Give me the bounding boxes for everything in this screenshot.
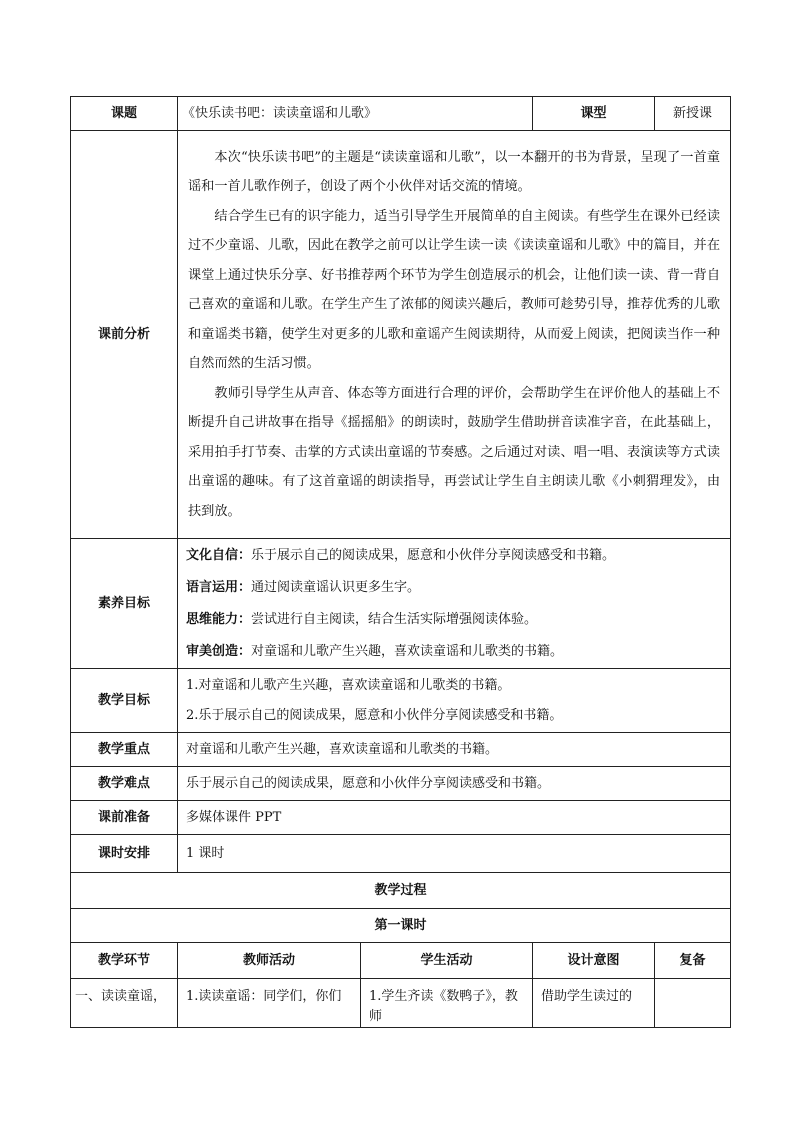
literacy-row — [71, 539, 731, 669]
literacy-item — [186, 572, 722, 604]
column-header: 设计意图 — [533, 943, 655, 979]
process-title-row — [71, 873, 731, 909]
lesson-plan-table — [70, 96, 731, 1028]
analysis-label: 课前分析 — [71, 131, 178, 539]
teaching-goals-label: 教学目标 — [71, 669, 178, 733]
topic-value-text: 《快乐读书吧：读读童谣和儿歌》 — [182, 105, 378, 121]
process-cell-step: 一、读读童谣， — [71, 979, 178, 1028]
key-point-label: 教学重点 — [71, 733, 178, 767]
type-value: 新授课 — [655, 97, 731, 131]
teaching-goals-content — [178, 669, 731, 733]
process-header-row — [71, 943, 731, 979]
literacy-item — [186, 604, 722, 636]
analysis-paragraph-2: 结合学生已有的识字能力，适当引导学生开展简单的自主阅读。有些学生在课外已经读过不少童谣、儿歌，因此在教学之前可以让学生读一读《读读童谣和儿歌》中的篇目，并在课堂上通过快乐分享、好书推荐两个环节为学生创造展示的机会，让他们读一读、背一背自己喜欢的童谣和儿歌。在学生产生了浓郁的阅读兴趣后，教师可趁势引导，推荐优秀的儿歌和童谣类书籍，使学生对更多的儿歌和童谣产生阅读期待，从而爱上阅读，把阅读当作一种自然而然的生活习惯。 — [188, 208, 721, 372]
literacy-key: 文化自信： — [186, 547, 252, 563]
schedule-label: 课时安排 — [71, 835, 178, 873]
difficulty-row — [71, 767, 731, 801]
process-row — [71, 979, 731, 1028]
literacy-text: 乐于展示自己的阅读成果，愿意和小伙伴分享阅读感受和书籍。 — [251, 547, 616, 563]
column-header: 教学环节 — [71, 943, 178, 979]
analysis-paragraph-1: 本次“快乐读书吧”的主题是“读读童谣和儿歌”，以一本翻开的书为背景，呈现了一首童谣和一首儿歌作例子，创设了两个小伙伴对话交流的情境。 — [188, 149, 721, 195]
literacy-text: 尝试进行自主阅读，结合生活实际增强阅读体验。 — [251, 611, 538, 627]
key-point-text: 对童谣和儿歌产生兴趣，喜欢读童谣和儿歌类的书籍。 — [178, 733, 731, 767]
literacy-content — [178, 539, 731, 669]
process-title: 教学过程 — [71, 873, 731, 909]
topic-label: 课题 — [71, 97, 178, 131]
column-header: 教师活动 — [178, 943, 361, 979]
literacy-label: 素养目标 — [71, 539, 178, 669]
column-header: 复备 — [655, 943, 731, 979]
preparation-text: 多媒体课件 PPT — [178, 801, 731, 835]
literacy-text: 对童谣和儿歌产生兴趣，喜欢读童谣和儿歌类的书籍。 — [251, 643, 564, 659]
analysis-row — [71, 131, 731, 539]
schedule-row — [71, 835, 731, 873]
teaching-goals-row — [71, 669, 731, 733]
column-header: 学生活动 — [361, 943, 533, 979]
lesson-title: 第一课时 — [71, 909, 731, 943]
analysis-content — [178, 131, 731, 539]
lesson-title-row — [71, 909, 731, 943]
topic-row — [71, 97, 731, 131]
lesson-plan-page — [70, 96, 730, 1028]
preparation-label: 课前准备 — [71, 801, 178, 835]
analysis-paragraph-3: 教师引导学生从声音、体态等方面进行合理的评价，会帮助学生在评价他人的基础上不断提升自己讲故事在指导《摇摇船》的朗读时，鼓励学生借助拼音读准字音，在此基础上，采用拍手打节奏、击掌的方式读出童谣的节奏感。之后通过对读、唱一唱、表演读等方式读出童谣的趣味。有了这首童谣的朗读指导，再尝试让学生自主朗读儿歌《小刺猬理发》，由扶到放。 — [188, 385, 721, 519]
literacy-item — [186, 636, 722, 668]
literacy-item — [186, 540, 722, 572]
literacy-text: 通过阅读童谣认识更多生字。 — [251, 579, 421, 595]
type-label: 课型 — [533, 97, 655, 131]
difficulty-text: 乐于展示自己的阅读成果，愿意和小伙伴分享阅读感受和书籍。 — [178, 767, 731, 801]
teaching-goal-1: 1.对童谣和儿歌产生兴趣，喜欢读童谣和儿歌类的书籍。 — [186, 677, 511, 693]
literacy-key: 审美创造： — [186, 643, 252, 659]
preparation-row — [71, 801, 731, 835]
teaching-goal-2: 2.乐于展示自己的阅读成果，愿意和小伙伴分享阅读感受和书籍。 — [186, 707, 563, 723]
literacy-key: 语言运用： — [186, 579, 252, 595]
process-cell-teacher: 1.读读童谣：同学们，你们 — [178, 979, 361, 1028]
difficulty-label: 教学难点 — [71, 767, 178, 801]
process-cell-review — [655, 979, 731, 1028]
process-cell-intent: 借助学生读过的 — [533, 979, 655, 1028]
key-point-row — [71, 733, 731, 767]
topic-value — [178, 97, 533, 131]
process-cell-student: 1.学生齐读《数鸭子》，教师 — [361, 979, 533, 1028]
schedule-text: 1 课时 — [178, 835, 731, 873]
literacy-key: 思维能力： — [186, 611, 252, 627]
